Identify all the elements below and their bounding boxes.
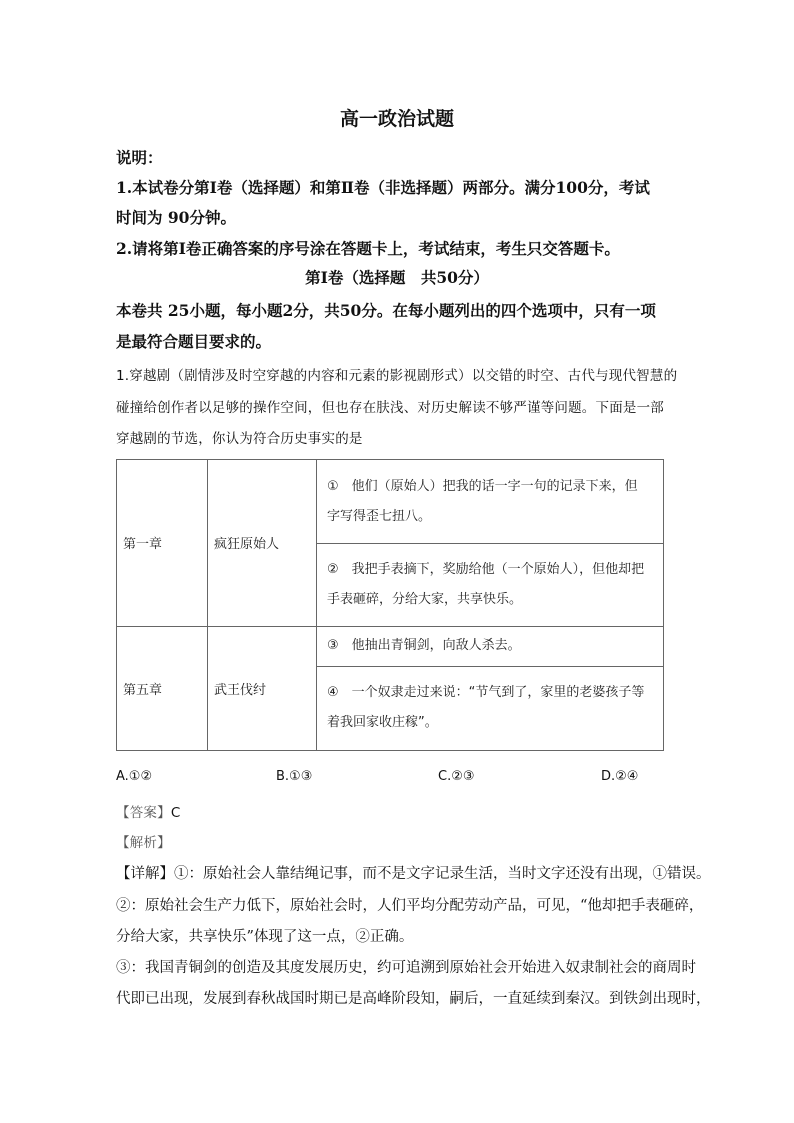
statement-3-line-1: ③ 他抽出青铜剑，向敌人杀去。	[327, 638, 521, 654]
statement-4-line-2: 着我回家收庄稼”。	[327, 715, 438, 731]
statement-cell	[317, 544, 664, 626]
page-title: 高一政治试题	[339, 108, 454, 130]
statement-cell	[317, 626, 664, 666]
option-d: D.②④	[601, 769, 639, 784]
detail-line-5: 代即已出现，发展到春秋战国时期已是高峰阶段知，嗣后，一直延续到秦汉。到铁剑出现时，	[116, 991, 711, 1007]
detail-line-2: ②：原始社会生产力低下，原始社会时，人们平均分配劳动产品，可见，“他却把手表砸碎，	[116, 898, 704, 914]
answer-line	[116, 801, 180, 821]
statement-2-line-1: ② 我把手表摘下，奖励给他（一个原始人），但他却把	[327, 561, 645, 577]
statement-cell	[317, 666, 664, 750]
topic-cell: 疯狂原始人	[208, 460, 317, 627]
intro-item-1-line-1: 1.本试卷分第Ⅰ卷（选择题）和第Ⅱ卷（非选择题）两部分。满分100分，考试	[116, 178, 650, 197]
volume-desc-line-1: 本卷共 25小题，每小题2分，共50分。在每小题列出的四个选项中，只有一项	[116, 301, 656, 320]
detail-line-1: 【详解】①：原始社会人靠结绳记事，而不是文字记录生活，当时文字还没有出现，①错误。	[116, 866, 711, 882]
volume-heading: 第Ⅰ卷（选择题 共50分）	[305, 268, 489, 287]
table-row	[117, 460, 664, 544]
intro-item-1-line-2: 时间为 90分钟。	[116, 208, 236, 227]
intro-label: 说明：	[116, 148, 163, 167]
chapter-cell: 第五章	[117, 626, 208, 750]
question-1-line-2: 碰撞给创作者以足够的操作空间，但也存在肤浅、对历史解读不够严谨等问题。下面是一部	[116, 400, 664, 416]
statement-4-line-1: ④ 一个奴隶走过来说：“节气到了，家里的老婆孩子等	[327, 685, 645, 701]
analysis-tag: 【解析】	[116, 835, 171, 851]
answer-tag: 【答案】	[116, 805, 171, 821]
option-c: C.②③	[438, 769, 475, 784]
intro-item-2: 2.请将第Ⅰ卷正确答案的序号涂在答题卡上，考试结束，考生只交答题卡。	[116, 239, 620, 258]
answer-value: C	[170, 805, 181, 821]
question-1-line-3: 穿越剧的节选，你认为符合历史事实的是	[116, 431, 363, 447]
topic-cell: 武王伐纣	[208, 626, 317, 750]
question-1-line-1: 1.穿越剧（剧情涉及时空穿越的内容和元素的影视剧形式）以交错的时空、古代与现代智慧的	[116, 368, 678, 384]
table-row	[117, 626, 664, 666]
statement-cell	[317, 460, 664, 544]
option-a: A.①②	[116, 769, 153, 784]
question-1-table	[116, 459, 664, 751]
detail-line-3: 分给大家，共享快乐”体现了这一点，②正确。	[116, 929, 414, 945]
chapter-cell: 第一章	[117, 460, 208, 627]
statement-1-line-2: 字写得歪七扭八。	[327, 508, 432, 524]
detail-line-4: ③：我国青铜剑的创造及其度发展历史，约可追溯到原始社会开始进入奴隶制社会的商周时	[116, 960, 696, 976]
statement-1-line-1: ① 他们（原始人）把我的话一字一句的记录下来，但	[327, 478, 638, 494]
volume-desc-line-2: 是最符合题目要求的。	[116, 332, 272, 351]
statement-2-line-2: 手表砸碎，分给大家，共享快乐。	[327, 591, 523, 607]
option-b: B.①③	[276, 769, 313, 784]
